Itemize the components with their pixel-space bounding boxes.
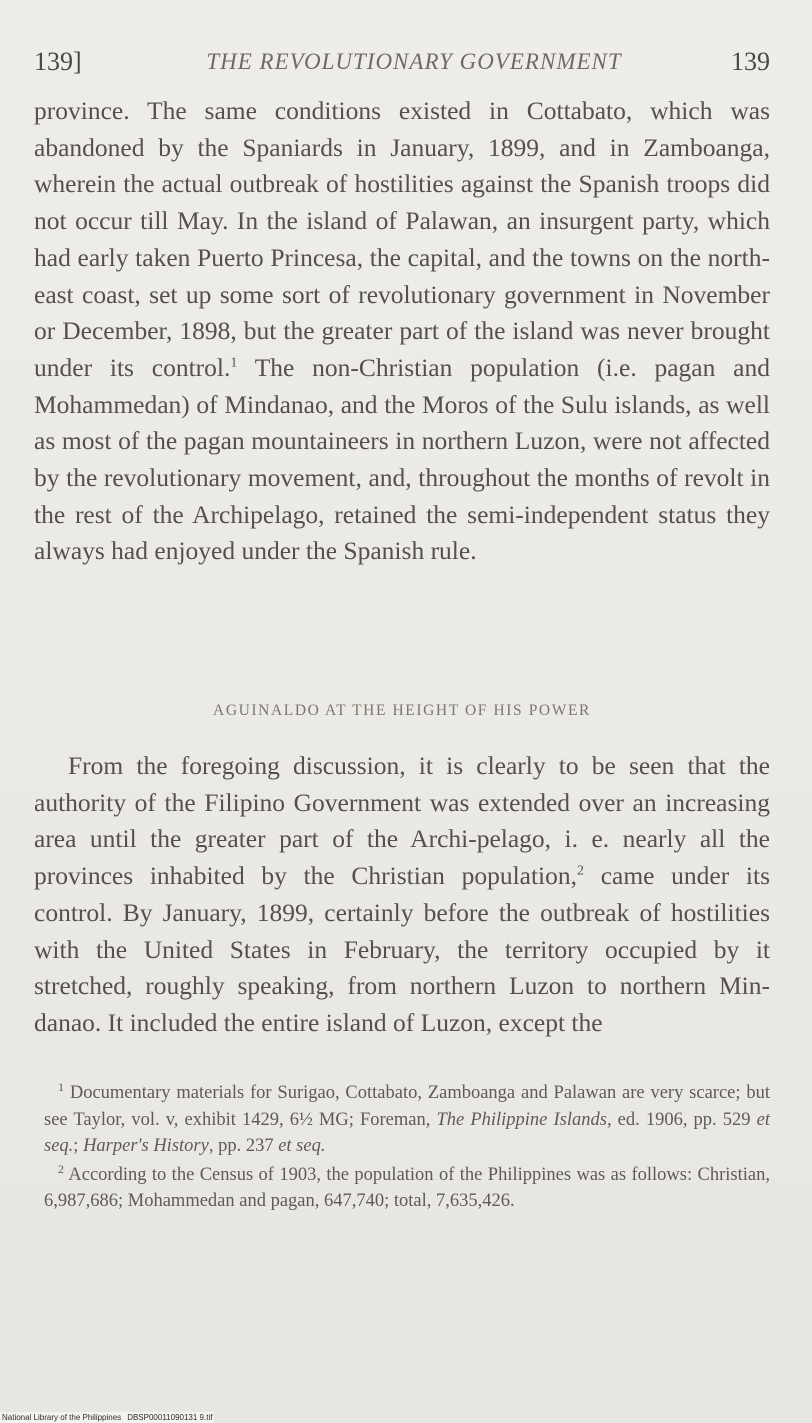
footnote-2-mark: 2 [58,1161,64,1176]
running-head-title: THE REVOLUTIONARY GOVERNMENT [206,49,622,74]
footnote-1-text-c: ; [73,1136,84,1156]
footnotes [44,1080,770,1215]
page-number: 139 [731,47,770,76]
paragraph-1-text-b: The non-Christian population (i.e. pagan and Mohammedan) of Mindanao, and the Moros of the Sulu islands, as well as most of the pagan mountaineers in northern Luzon, were not affected by the revolutionary movement, and, throughout the months of revolt in the rest of the Archipelago, retained the semi-independent status they always had enjoyed under the Spanish rule. [34,352,770,566]
footnote-1 [44,1080,770,1160]
footnote-ref-2: 2 [577,863,585,879]
footnote-1-title: The Philippine Islands [436,1109,607,1130]
library-stamp-institution: National Library of the Philippines [2,1413,122,1422]
paragraph-1 [34,93,770,570]
paragraph-2-text-a: From the foregoing discussion, it is clearly to be seen that the authority of the Filipino Government was extended over an increasing area until the greater part of the Archi-pelago, i. e. nearly all the provinces inhabited by the Christian population, [34,751,770,891]
footnote-1-text-b: , ed. 1906, pp. 529 [606,1109,757,1130]
footnote-ref-1: 1 [230,355,238,371]
footnote-2 [44,1162,770,1215]
running-head [34,42,770,82]
library-stamp-code: DBSP00011090131 9.tif [127,1413,213,1422]
library-stamp [0,1412,214,1423]
footnote-1-text-a: Documentary materials for Surigao, Cottabato, Zamboanga and Palawan are very scarce; but see Taylor, vol. v, exhibit 1429, 6½ MG; Foreman, [44,1083,770,1130]
paragraph-1-text-a: province. The same conditions existed in Cottabato, which was abandoned by the Spaniards in January, 1899, and in Zamboanga, wherein the actual outbreak of hostilities against the Spanish troops did not occur till May. In the island of Palawan, an insurgent party, which had early taken Puerto Princesa, the capital, and the towns on the north-east coast, set up some sort of revolutionary government in November or December, 1898, but the greater part of the island was never brought under its control. [34,96,770,382]
paragraph-2 [34,748,770,1042]
footnote-1-mark: 1 [58,1079,64,1094]
footnote-2-text: According to the Census of 1903, the population of the Philippines was as follows: Christian, 6,987,686; Mohammedan and pagan, 647,740; total, 7,635,426. [44,1164,770,1211]
footnote-1-text-d: , pp. 237 [208,1136,279,1156]
footnote-1-et-seq-2: et seq. [278,1136,326,1156]
running-head-left-page-ref: 139] [34,47,82,76]
footnote-1-et-seq-1: et seq. [44,1109,770,1156]
paragraph-2-text-b: came under its control. By January, 1899, certainly before the outbreak of hostilities with the United States in February, the territory occupied by it stretched, roughly speaking, from northern Luzon to northern Min-danao. It included the entire island of Luzon, except the [34,861,770,1037]
footnote-1-source-2: Harper's History [83,1136,209,1156]
section-heading: AGUINALDO AT THE HEIGHT OF HIS POWER [213,702,591,719]
